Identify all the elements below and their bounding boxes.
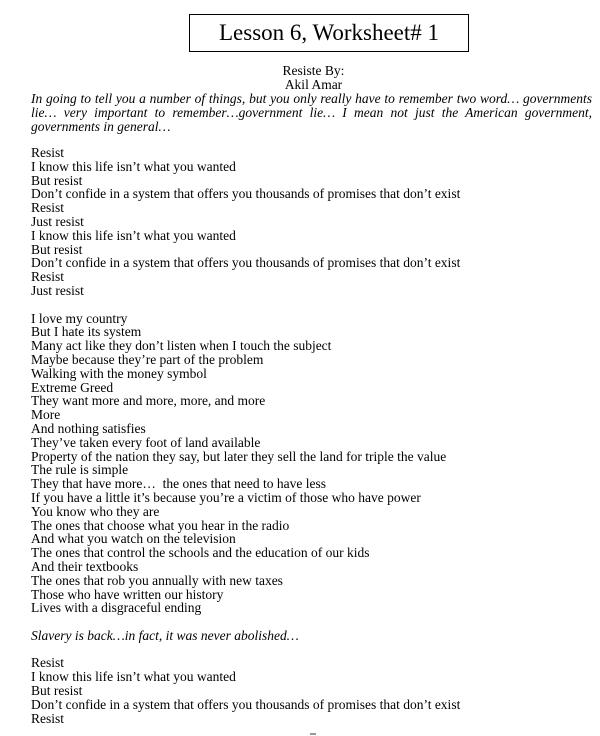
- lyric-line: But resist: [31, 683, 83, 699]
- lyric-line: They want more and more, more, and more: [31, 393, 266, 409]
- song-author: Akil Amar: [284, 77, 343, 92]
- lyric-line: And nothing satisfies: [31, 420, 146, 436]
- lyric-line: They that have more… the ones that need to have less: [31, 476, 327, 492]
- lyric-line: Maybe because they’re part of the problem: [31, 351, 264, 367]
- lyrics-block: [31, 146, 596, 725]
- lyric-line: The ones that control the schools and the education of our kids: [31, 545, 370, 561]
- lyric-line: Many act like they don’t listen when I touch the subject: [31, 338, 332, 354]
- lyric-line: I know this life isn’t what you wanted: [31, 227, 236, 243]
- lyric-line: But resist: [31, 172, 83, 188]
- lyric-line: They’ve taken every foot of land available: [31, 434, 261, 450]
- lyric-line: Resist: [31, 655, 65, 671]
- lyric-line: Slavery is back…in fact, it was never abolished…: [31, 627, 299, 643]
- blank-line: [31, 615, 596, 629]
- lyric-line: Resist: [31, 710, 65, 726]
- lyric-line: I know this life isn’t what you wanted: [31, 158, 236, 174]
- worksheet-title: Lesson 6, Worksheet# 1: [189, 14, 469, 52]
- lyric-line: Extreme Greed: [31, 379, 114, 395]
- lyric-line: Just resist: [31, 282, 84, 298]
- lyric-line: The ones that rob you annually with new taxes: [31, 572, 283, 588]
- intro-paragraph: In going to tell you a number of things, but you only really have to remember two word… governments lie… very important to remember…government lie… I mean not just the American government, governments in general…: [31, 91, 592, 134]
- lyric-line: Walking with the money symbol: [31, 365, 207, 381]
- lyric-line: The rule is simple: [31, 462, 129, 478]
- lyric-line: But resist: [31, 241, 83, 257]
- lyric-line: Lives with a disgraceful ending: [31, 600, 202, 616]
- lyric-line: Resist: [31, 269, 65, 285]
- lyric-line: And what you watch on the television: [31, 531, 236, 547]
- lyric-line: You know who they are: [31, 503, 160, 519]
- lyric-line: And their textbooks: [31, 558, 139, 574]
- blank-line: [31, 643, 596, 657]
- lyric-line: Don’t confide in a system that offers you thousands of promises that don’t exist: [31, 696, 461, 712]
- lyric-line: Don’t confide in a system that offers you thousands of promises that don’t exist: [31, 255, 461, 271]
- lyric-line: Resist: [31, 145, 65, 160]
- lyric-line: The ones that choose what you hear in the radio: [31, 517, 290, 533]
- lyric-line: I love my country: [31, 310, 128, 326]
- lyric-line: Property of the nation they say, but later they sell the land for triple the value: [31, 448, 447, 464]
- lyric-line: Don’t confide in a system that offers you thousands of promises that don’t exist: [31, 186, 461, 202]
- lyric-line: Resist: [31, 200, 65, 216]
- lyric-line: I know this life isn’t what you wanted: [31, 669, 236, 685]
- lyric-line: Those who have written our history: [31, 586, 224, 602]
- lyric-line: Just resist: [31, 213, 84, 229]
- lyric-line: If you have a little it’s because you’re a victim of those who have power: [31, 489, 421, 505]
- lyric-line: More: [31, 407, 61, 423]
- lyric-line: But I hate its system: [31, 324, 142, 340]
- song-title: Resiste By:: [282, 63, 345, 78]
- blank-line: [31, 298, 596, 312]
- page-mark: [310, 733, 316, 735]
